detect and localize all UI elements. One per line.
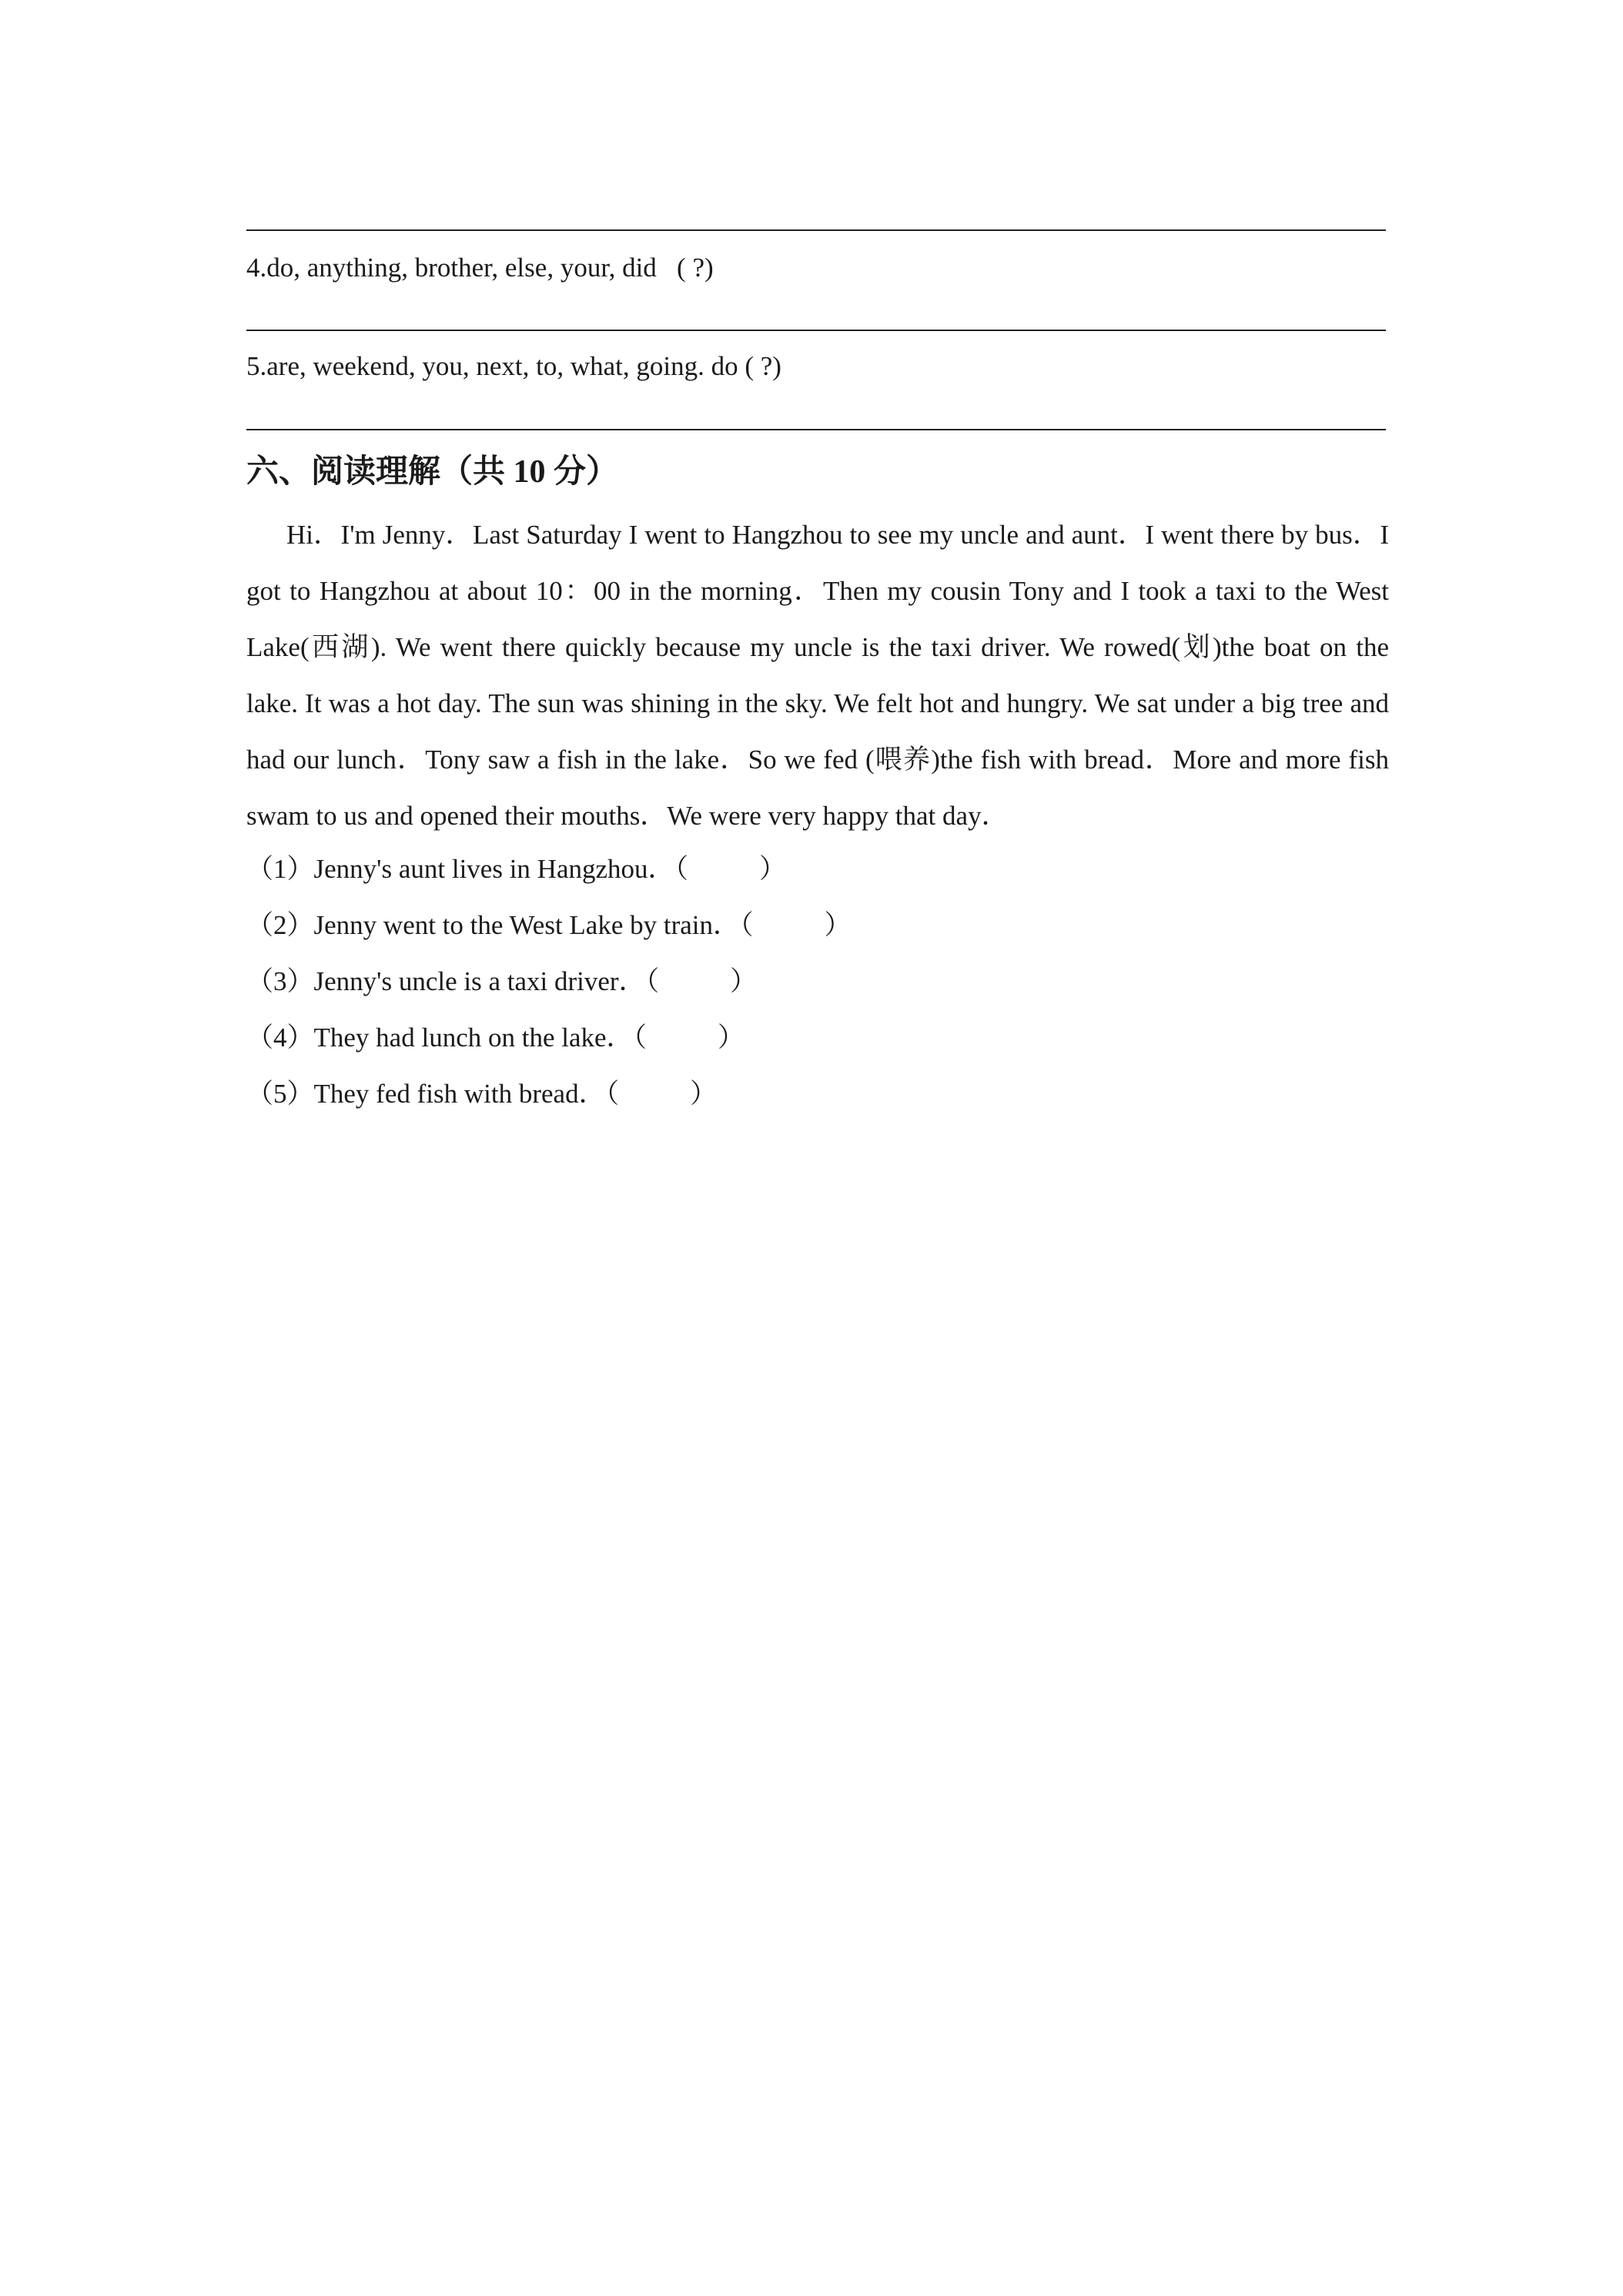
reading-passage: Hi．I'm Jenny．Last Saturday I went to Hangzhou to see my uncle and aunt．I went there by bus．I got to Hangzhou at about 10：00 in the morning．Then my cousin Tony and I took a taxi to the West Lake(西湖). We went there quickly because my uncle is the taxi driver. We rowed(划)the boat on the lake. It was a hot day. The sun was shining in the sky. We felt hot and hungry. We sat under a big tree and had our lunch．Tony saw a fish in the lake．So we fed (喂养)the fish with bread．More and more fish swam to us and opened their mouths．We were very happy that day． (246, 520, 1389, 831)
question-text: They had lunch on the lake．（ (313, 1022, 648, 1053)
question-close: ） (690, 1079, 718, 1109)
exercise-item-4: 4.do, anything, brother, else, your, did ( ?) (246, 253, 714, 283)
answer-line-4 (246, 330, 1386, 331)
question-close: ） (824, 910, 852, 940)
question-number: （4） (246, 1022, 314, 1053)
question-close: ） (730, 966, 758, 996)
question-text: Jenny's aunt lives in Hangzhou．（ (313, 854, 689, 884)
heading-prefix: 六、阅读理解（共 (246, 452, 506, 490)
answer-line-3 (246, 229, 1386, 231)
question-text: Jenny went to the West Lake by train．（ (313, 910, 754, 940)
question-3 (246, 963, 757, 1000)
question-number: （5） (246, 1079, 314, 1109)
question-number: （3） (246, 966, 314, 996)
answer-line-5 (246, 429, 1386, 430)
question-number: （1） (246, 854, 314, 884)
heading-suffix: 分） (554, 452, 619, 490)
section-heading (246, 450, 618, 494)
heading-number: 10 (505, 454, 554, 490)
question-number: （2） (246, 910, 314, 940)
question-close: ） (759, 854, 787, 884)
question-5 (246, 1076, 717, 1113)
question-text: They fed fish with bread．（ (313, 1079, 620, 1109)
question-close: ） (718, 1022, 745, 1053)
question-2 (246, 907, 852, 944)
question-1 (246, 851, 786, 888)
question-4 (246, 1019, 745, 1056)
exercise-item-5: 5.are, weekend, you, next, to, what, going. do ( ?) (246, 351, 781, 381)
question-text: Jenny's uncle is a taxi driver．（ (313, 966, 660, 996)
